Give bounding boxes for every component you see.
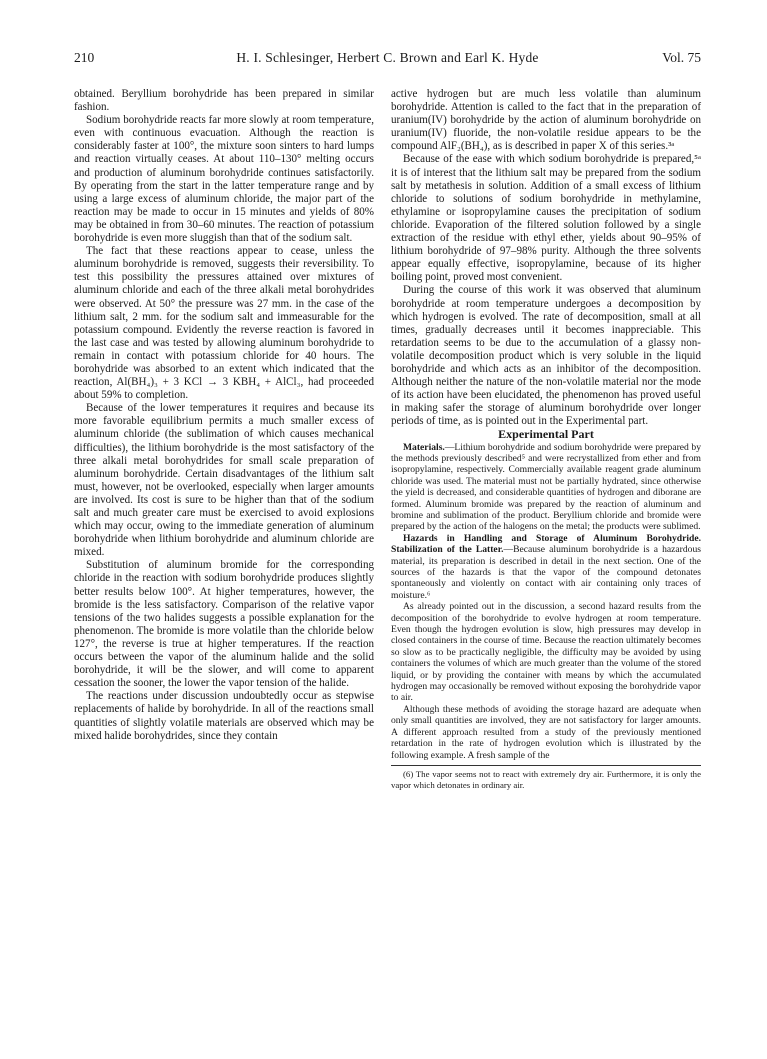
volume-label: Vol. 75	[662, 50, 701, 65]
running-title: H. I. Schlesinger, Herbert C. Brown and Earl K. Hyde	[236, 50, 539, 65]
paragraph-text: —Because aluminum borohydride is a hazardous material, its preparation is described in detail in the next section. One of the sources of the hazards is that the vapor of the compound detonates spontaneously and violently on contact with air containing only traces of moisture.⁶	[391, 544, 701, 601]
left-column	[74, 88, 374, 743]
paragraph: Sodium borohydride reacts far more slowly at room temperature, even with continuous evacuation. Although the reaction is considerably faster at 100°, the mixture soon sinters to hard lumps and reaction virtually ceases. At about 110–130° melting occurs and production of aluminum borohydride continues satisfactorily. By operating from the start in the latter temperature range and by using a large excess of aluminum chloride, the major part of the reaction may be made to occur in 15 minutes and yields of 80% may be obtained in from 30–60 minutes. The reaction of potassium borohydride is even more sluggish than that of the sodium salt.	[74, 114, 374, 245]
run-in-heading: Hazards in Handling and Storage of Aluminum Borohydride. Stabilization of the Latter.	[391, 532, 701, 556]
section-heading: Experimental Part	[498, 427, 594, 442]
paragraph-text: —Lithium borohydride and sodium borohydride were prepared by the methods previously described⁵ and were recrystallized from ether and from isopropylamine, respectively. Commercially available reagent grade aluminum chloride was used. The material must not be partially hydrated, since otherwise the yield is decreased, and considerable quantities of hydrogen and diborane are formed. Aluminum bromide was prepared by the reaction of aluminum and bromine and sublimation of the product. Beryllium chloride and bromide were prepared by the action of the halogens on the metal; the products were sublimed.	[391, 441, 701, 533]
paragraph: obtained. Beryllium borohydride has been prepared in similar fashion.	[74, 88, 374, 114]
paragraph: The fact that these reactions appear to cease, unless the aluminum borohydride is removed, suggests their reversibility. To test this possibility the pressures attained over mixtures of aluminum chloride and each of the three alkali metal borohydrides were observed. At 50° the pressure was 27 mm. in the case of the lithium salt, 2 mm. for the sodium salt and immeasurable for the potassium compound. Evidently the reverse reaction is favored in the last case and was tested by allowing aluminum borohydride to remain in contact with potassium chloride for 40 hours. The borohydride was absorbed to an extent which indicated that the reaction, Al(BH₄)₃ + 3 KCl → 3 KBH₄ + AlCl₃, had proceeded about 59% to completion.	[74, 245, 374, 402]
paragraph: Because of the lower temperatures it requires and because its more favorable equilibrium permits a much smaller excess of aluminum chloride (the sublimation of which causes mechanical difficulties), the lithium borohydride is the most satisfactory of the three alkali metal borohydrides for small scale preparation of aluminum borohydride. Certain disadvantages of the lithium salt must, however, not be overlooked, especially when larger amounts are involved. Its cost is sure to be higher than that of the sodium salt and much greater care must be exercised to avoid explosions which may occur, owing to the immediate generation of aluminum borohydride when lithium borohydride and aluminum chloride are mixed.	[74, 402, 374, 559]
hazards-paragraph	[391, 533, 701, 601]
paragraph: Although these methods of avoiding the storage hazard are adequate when only small quantities are involved, they are not satisfactory for larger amounts. A different approach resulted from a study of the previously mentioned retardation in the rate of hydrogen evolution which is illustrated by the following example. A fresh sample of the	[391, 703, 701, 761]
page-number: 210	[74, 50, 95, 65]
paragraph: active hydrogen but are much less volatile than aluminum borohydride. Attention is called to the fact that in the preparation of uranium(IV) borohydride by the action of aluminum borohydride on uranium(IV) fluoride, the non-volatile residue appears to be the compound AlF₂(BH₄), as is described in paper X of this series.³ᵃ	[391, 88, 701, 153]
running-header	[74, 50, 701, 70]
run-in-heading: Materials.	[403, 441, 445, 453]
footnote: (6) The vapor seems not to react with extremely dry air. Furthermore, it is only the vapor which detonates in ordinary air.	[391, 768, 701, 790]
paragraph: As already pointed out in the discussion, a second hazard results from the decomposition of the borohydride to evolve hydrogen at room temperature. Even though the hydrogen evolution is slow, high pressures may develop in closed containers in the course of time. Because the reaction ultimately becomes so slow as to be practically negligible, the difficulty may be avoided by using containers the volumes of which are much greater than the volume of the stored liquid, or by providing the container with means by which the accumulated hydrogen may occasionally be removed without exposing the borohydride vapor to air.	[391, 601, 701, 704]
paragraph: Because of the ease with which sodium borohydride is prepared,⁵ᵃ it is of interest that the lithium salt may be prepared from the sodium salt by metathesis in solution. Addition of a small excess of lithium chloride to solutions of sodium borohydride in methylamine, ethylamine or isopropylamine causes the precipitation of sodium chloride. Evaporation of the filtered solution followed by a single extraction of the residue with ethyl ether, yields about 90–95% of lithium borohydride of 97–98% purity. Although the three solvents appear equally effective, isopropylamine, because of its higher boiling point, proved most convenient.	[391, 153, 701, 284]
paragraph: During the course of this work it was observed that aluminum borohydride at room temperature undergoes a decomposition by which hydrogen is evolved. The rate of decomposition, small at all times, gradually decreases until it becomes inappreciable. This retardation seems to be due to the accumulation of a glassy non-volatile decomposition product which is very soluble in the liquid borohydride and which acts as an inhibitor of the decomposition. Although neither the nature of the non-volatile material nor the mode of its action have been elucidated, the phenomenon has proved useful in making safer the storage of aluminum borohydride over longer periods of time, as is pointed out in the Experimental part.	[391, 284, 701, 428]
paragraph: The reactions under discussion undoubtedly occur as stepwise replacements of halide by borohydride. In all of the reactions small quantities of slightly volatile materials are observed which may be mixed halide borohydrides, since they contain	[74, 690, 374, 742]
paragraph: Substitution of aluminum bromide for the corresponding chloride in the reaction with sodium borohydride produces slightly better results below 100°. At higher temperatures, however, the bromide is the less satisfactory. Comparison of the relative vapor tensions of the two halides suggests a possible explanation for the phenomenon. The bromide is more volatile than the chloride below 127°, the reverse is true at higher temperatures. If the reaction occurs between the vapor of the aluminum halide and the solid borohydride, it will be the slower, and will come to apparent cessation the sooner, the lower the vapor tension of the halide.	[74, 559, 374, 690]
materials-paragraph	[391, 442, 701, 533]
footnote-divider	[391, 765, 701, 766]
right-column	[391, 88, 701, 791]
